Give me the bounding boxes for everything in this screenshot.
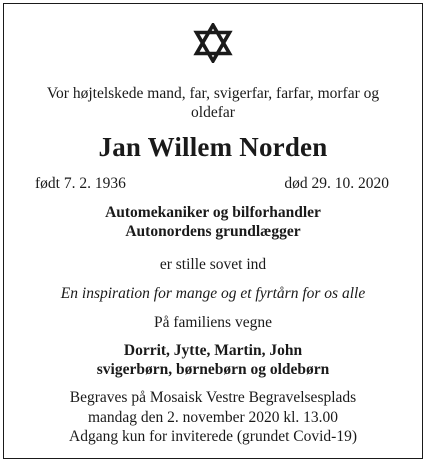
occupation — [4, 203, 422, 241]
funeral-line: mandag den 2. november 2020 kl. 13.00 — [87, 408, 339, 426]
intro-line: Vor højtelskede mand, far, svigerfar, farfar, morfar og — [46, 85, 380, 102]
funeral-info — [4, 388, 422, 447]
death-date: død 29. 10. 2020 — [284, 175, 389, 192]
funeral-line: Adgang kun for inviterede (grundet Covid-19) — [69, 428, 357, 445]
quote-text: En inspiration for mange og et fyrtårn for os alle — [60, 285, 366, 302]
family-line: svigerbørn, børnebørn og oldebørn — [96, 361, 330, 378]
funeral-line: Begraves på Mosaisk Vestre Begravelsesplads — [69, 389, 357, 406]
occupation-line: Autonordens grundlægger — [125, 223, 301, 240]
family-line: Dorrit, Jytte, Martin, John — [123, 342, 303, 359]
rest-text: er stille sovet ind — [159, 256, 267, 273]
on-behalf-text: På familiens vegne — [154, 314, 272, 331]
star-of-david-icon — [193, 23, 233, 63]
birth-date: født 7. 2. 1936 — [35, 175, 126, 192]
intro-line: oldefar — [191, 104, 235, 121]
intro-text — [4, 84, 422, 122]
family-names — [4, 341, 422, 379]
obituary-notice — [3, 3, 423, 459]
occupation-line: Automekaniker og bilforhandler — [105, 204, 321, 221]
deceased-name: Jan Willem Norden — [98, 132, 328, 162]
